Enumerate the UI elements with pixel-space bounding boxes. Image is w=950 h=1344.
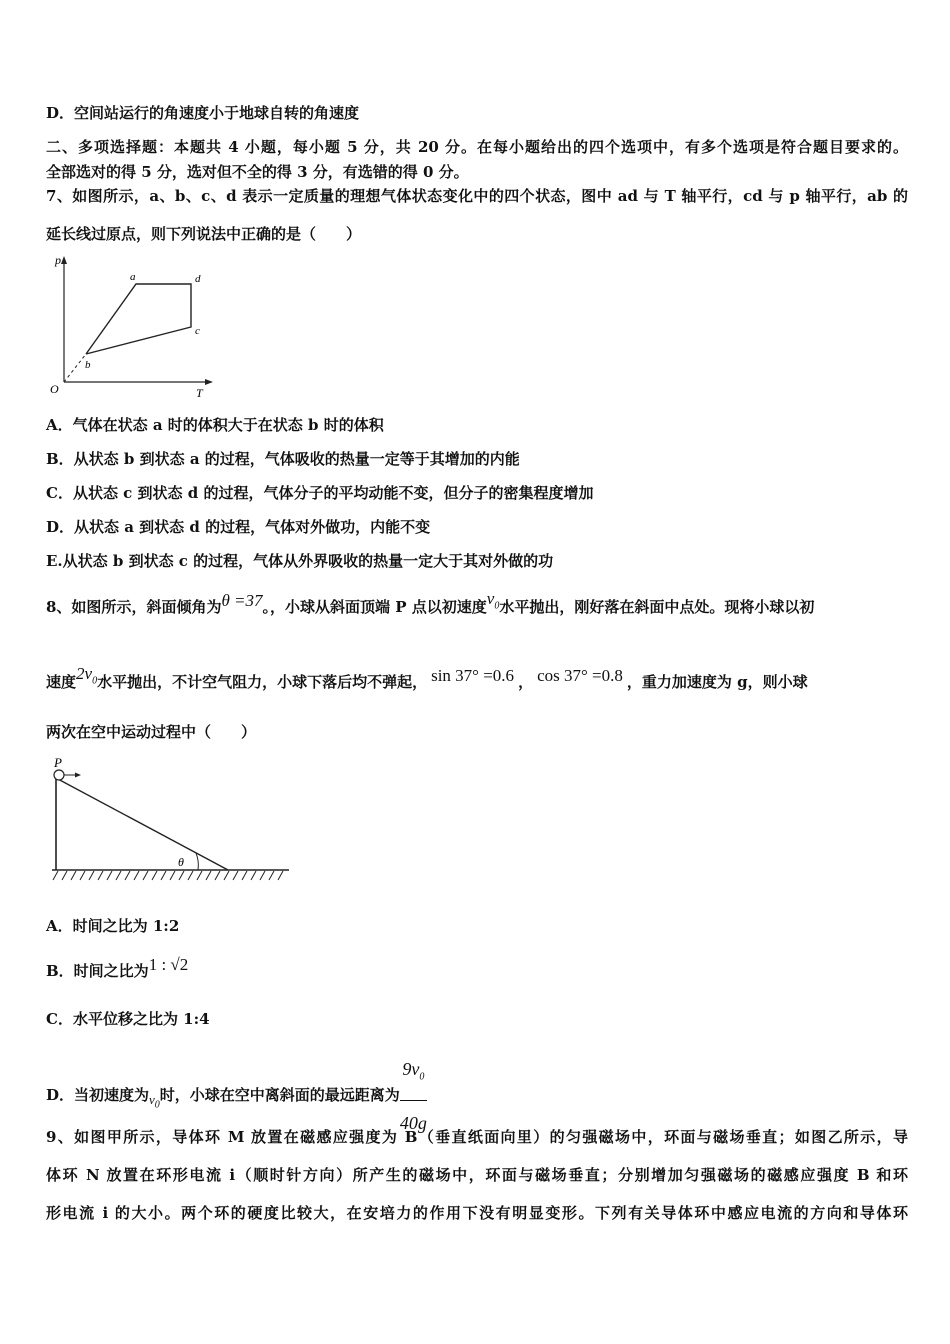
theta-equation: θ =37 bbox=[221, 591, 263, 610]
q8-stem-1a: 8、如图所示，斜面倾角为 bbox=[46, 598, 222, 616]
section2-header-line1: 二、多项选择题：本题共 4 小题，每小题 5 分，共 20 分。在每小题给出的四个选项中，有多个选项是符合题目要求的。 bbox=[46, 138, 908, 156]
q8-stem-line1 bbox=[46, 589, 815, 624]
t-axis-arrow-icon bbox=[205, 379, 213, 385]
ground-hatching bbox=[53, 871, 283, 880]
point-b-label: b bbox=[85, 359, 91, 371]
q8-stem-1b: 。，小球从斜面顶端 P 点以初速度 bbox=[262, 598, 487, 616]
cos-expression: cos 37° =0.8 bbox=[537, 666, 623, 685]
ball-icon bbox=[54, 770, 64, 780]
q9-stem-line3: 形电流 i 的大小。两个环的硬度比较大，在安培力的作用下没有明显变形。下列有关导体环中感应电流的方向和导体环 bbox=[46, 1204, 908, 1222]
q8-stem-1c: 水平抛出，刚好落在斜面中点处。现将小球以初 bbox=[499, 598, 815, 616]
q7-option-b: B．从状态 b 到状态 a 的过程，气体吸收的热量一定等于其增加的内能 bbox=[46, 450, 520, 468]
q9-stem-line2: 体环 N 放置在环形电流 i（顺时针方向）所产生的磁场中，环面与磁场垂直；分别增加匀强磁场的磁感应强度 B 和环 bbox=[46, 1166, 908, 1184]
q8-comma: ， bbox=[518, 673, 534, 691]
state-cycle-path bbox=[86, 284, 191, 354]
q8-stem-2c: ，重力加速度为 g，则小球 bbox=[626, 673, 808, 691]
q8-stem-line2 bbox=[46, 664, 808, 699]
q7-option-d: D．从状态 a 到状态 d 的过程，气体对外做功，内能不变 bbox=[46, 518, 431, 536]
q8-stem-2a: 速度 bbox=[46, 673, 77, 691]
q8-stem-line3: 两次在空中运动过程中（ ） bbox=[46, 723, 257, 741]
v0-inline-symbol: $v_0$ bbox=[149, 1091, 160, 1111]
t-axis-label: T bbox=[196, 386, 203, 400]
velocity-arrowhead-icon bbox=[75, 773, 81, 778]
q7-option-c: C．从状态 c 到状态 d 的过程，气体分子的平均动能不变，但分子的密集程度增加 bbox=[46, 484, 594, 502]
point-p-label: P bbox=[54, 756, 62, 770]
point-d-label: d bbox=[195, 273, 201, 285]
point-a-label: a bbox=[130, 271, 136, 283]
p-axis-label: p bbox=[55, 253, 61, 267]
incline-slope bbox=[56, 778, 228, 870]
theta-angle-label: θ bbox=[178, 855, 184, 869]
section2-header-line2: 全部选对的得 5 分，选对但不全的得 3 分，有选错的得 0 分。 bbox=[46, 163, 469, 181]
max-distance-fraction: $\frac{9v_0}{40g}$ bbox=[400, 1048, 427, 1144]
q8-option-d: D．当初速度为$v_0$时，小球在空中离斜面的最远距离为 $\frac{9v_0}{40g}$ bbox=[46, 1048, 427, 1144]
angle-arc bbox=[196, 853, 198, 870]
q7-stem-line1: 7、如图所示，a、b、c、d 表示一定质量的理想气体状态变化中的四个状态，图中 ad 与 T 轴平行，cd 与 p 轴平行，ab 的 bbox=[46, 187, 908, 205]
q8-incline-diagram bbox=[46, 756, 296, 886]
origin-label: O bbox=[50, 382, 59, 396]
q8-option-b: B．时间之比为1 : √2 bbox=[46, 955, 189, 980]
sin-expression: sin 37° =0.6 bbox=[431, 666, 515, 685]
q6-option-d: D．空间站运行的角速度小于地球自转的角速度 bbox=[46, 104, 360, 122]
q7-option-e: E.从状态 b 到状态 c 的过程，气体从外界吸收的热量一定大于其对外做的功 bbox=[46, 552, 554, 570]
p-axis-arrow-icon bbox=[61, 256, 67, 264]
q7-stem-line2: 延长线过原点，则下列说法中正确的是（ ） bbox=[46, 225, 362, 243]
q7-pt-diagram bbox=[44, 252, 224, 402]
q9-stem-line1: 9、如图甲所示，导体环 M 放置在磁感应强度为 B（垂直纸面向里）的匀强磁场中，环面与磁场垂直；如图乙所示，导 bbox=[46, 1128, 908, 1146]
q8-option-a: A．时间之比为 1:2 bbox=[46, 917, 180, 935]
q7-option-a: A．气体在状态 a 时的体积大于在状态 b 时的体积 bbox=[46, 416, 384, 434]
q8-stem-2b: 水平抛出，不计空气阻力，小球下落后均不弹起， bbox=[97, 673, 428, 691]
point-c-label: c bbox=[195, 325, 200, 337]
q8-option-c: C．水平位移之比为 1:4 bbox=[46, 1010, 210, 1028]
v0-symbol: $v_0$ bbox=[486, 589, 500, 612]
ab-extension-dashed bbox=[64, 354, 86, 382]
two-v0-symbol: $2v_0$ bbox=[76, 664, 98, 687]
ratio-one-to-sqrt2: 1 : √2 bbox=[148, 955, 189, 974]
